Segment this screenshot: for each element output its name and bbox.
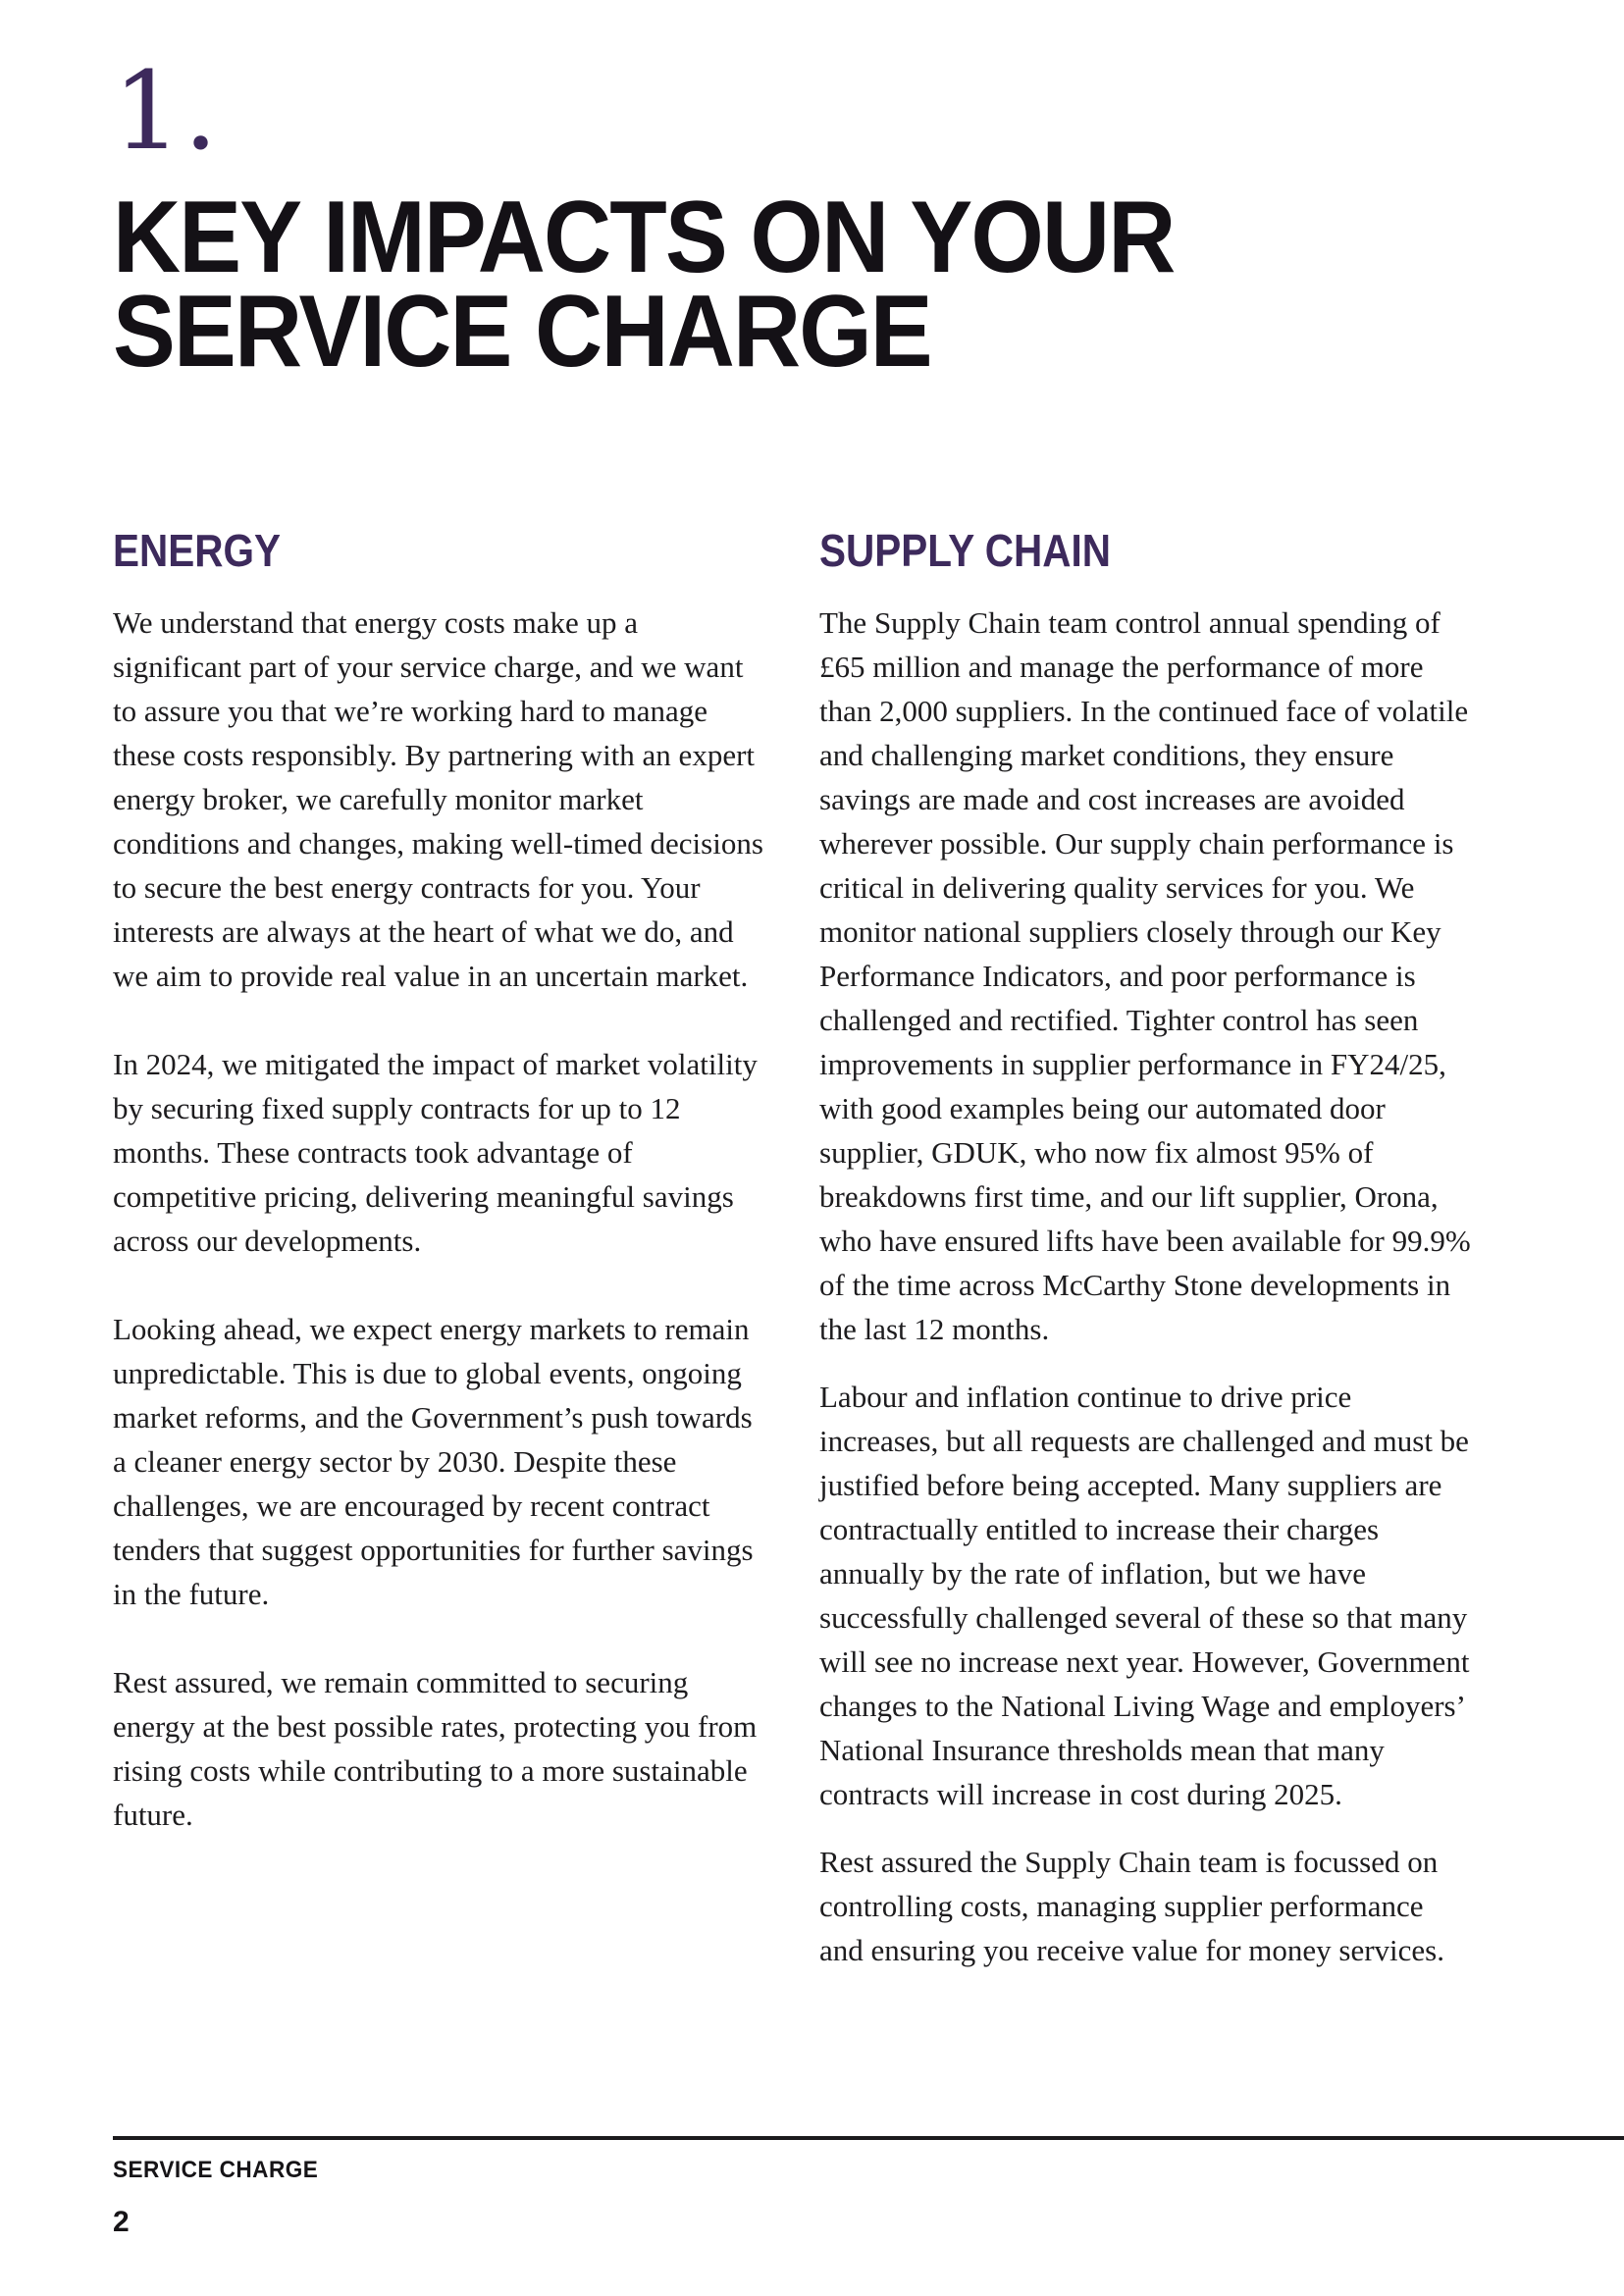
page-title [113, 181, 1472, 389]
section-number: 1. [113, 48, 220, 174]
page-title-line-1: KEY IMPACTS ON YOUR [113, 181, 1175, 294]
footer-document-label: SERVICE CHARGE [113, 2157, 319, 2183]
two-column-body [113, 525, 1472, 1996]
supply-chain-section [819, 525, 1472, 1996]
paragraph: Looking ahead, we expect energy markets to remain unpredictable. This is due to global events, ongoing market reforms, and the Government’s push towards a cleaner energy sector by 2030. Despite these challenges, we are encouraged by recent contract tenders that suggest opportunities for further savings in the future. [113, 1312, 754, 1611]
paragraph: The Supply Chain team control annual spending of £65 million and manage the performance of more than 2,000 suppliers. In the continued face of volatile and challenging market conditions, they ensure savings are made and cost increases are avoided wherever possible. Our supply chain performance is critical in delivering quality services for you. We monitor national suppliers closely through our Key Performance Indicators, and poor performance is challenged and rectified. Tighter control has seen improvements in supplier performance in FY24/25, with good examples being our automated door supplier, GDUK, who now fix almost 95% of breakdowns first time, and our lift supplier, Orona, who have ensured lifts have been available for 99.9% of the time across McCarthy Stone developments in the last 12 months. [819, 605, 1471, 1346]
footer-divider [113, 2136, 1624, 2140]
page-title-line-2: SERVICE CHARGE [113, 275, 931, 389]
paragraph: In 2024, we mitigated the impact of market volatility by securing fixed supply contracts for up to 12 months. These contracts took advantage of competitive pricing, delivering meaningful savings across our developments. [113, 1047, 758, 1258]
paragraph: Rest assured, we remain committed to securing energy at the best possible rates, protecting you from rising costs while contributing to a more sustainable future. [113, 1665, 758, 1832]
paragraph: We understand that energy costs make up a significant part of your service charge, and we want to assure you that we’re working hard to manage these costs responsibly. By partnering with an expert energy broker, we carefully monitor market conditions and changes, making well-timed decisions to secure the best energy contracts for you. Your interests are always at the heart of what we do, and we aim to provide real value in an uncertain market. [113, 605, 763, 993]
energy-section [113, 525, 765, 1996]
paragraph: Labour and inflation continue to drive price increases, but all requests are challenged and must be justified before being accepted. Many suppliers are contractually entitled to increase their charges annually by the rate of inflation, but we have successfully challenged several of these so that many will see no increase next year. However, Government changes to the National Living Wage and employers’ National Insurance thresholds mean that many contracts will increase in cost during 2025. [819, 1380, 1470, 1811]
supply-chain-heading: SUPPLY CHAIN [819, 525, 1111, 576]
paragraph: Rest assured the Supply Chain team is focussed on controlling costs, managing supplier performance and ensuring you receive value for money services. [819, 1845, 1444, 1967]
energy-heading: ENERGY [113, 525, 281, 576]
footer-page-number: 2 [113, 2206, 130, 2238]
